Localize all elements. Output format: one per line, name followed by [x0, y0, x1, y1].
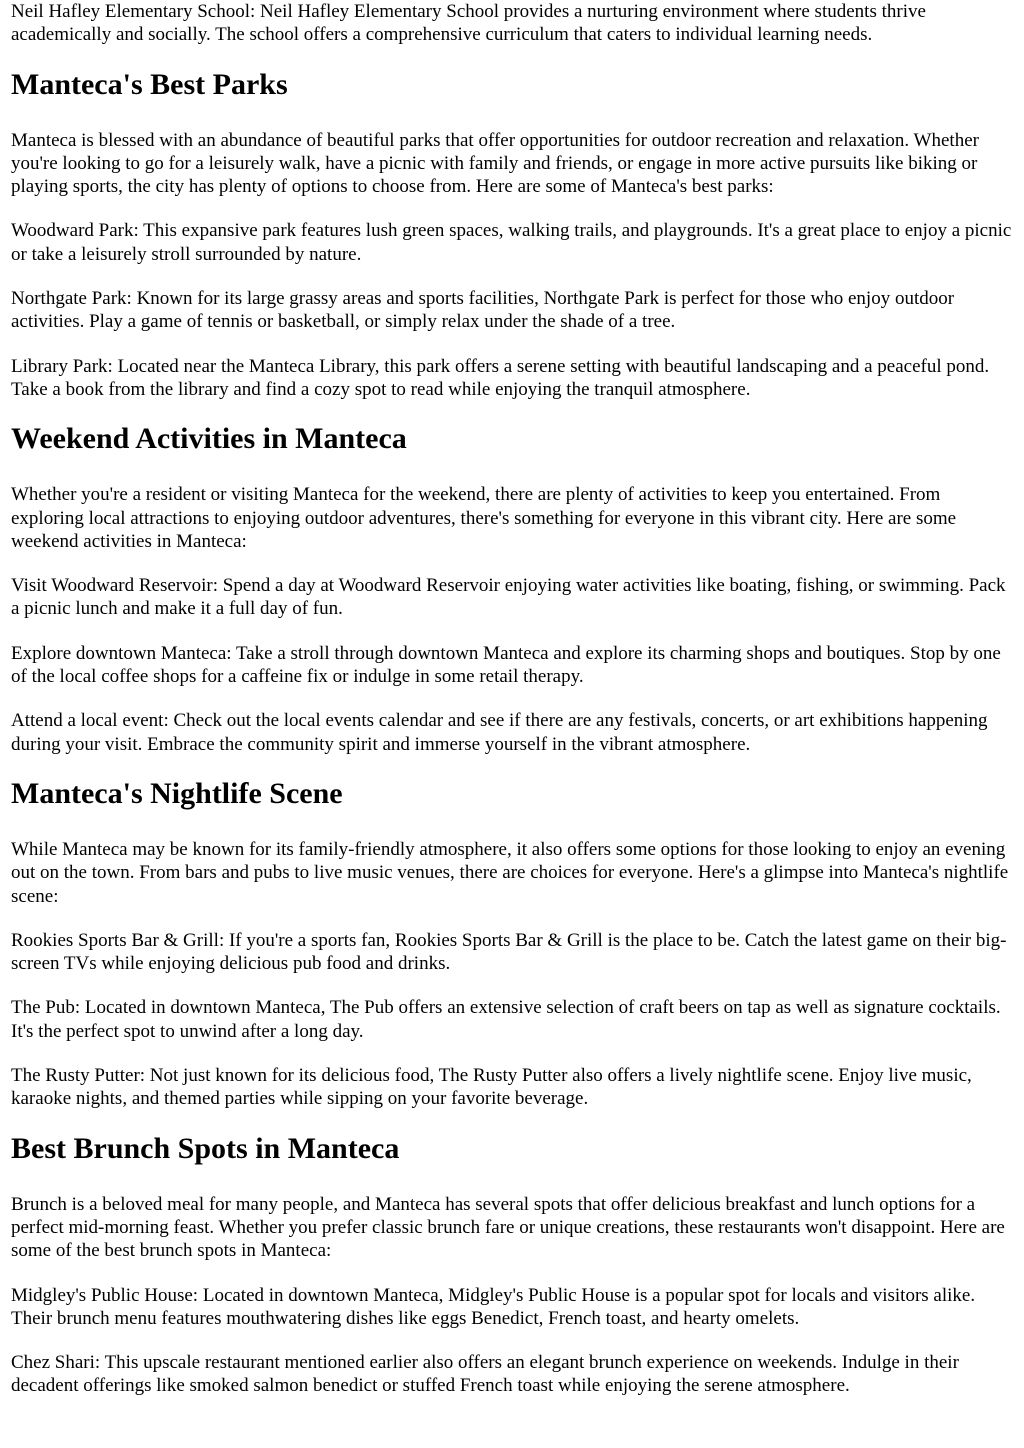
- brunch-item-paragraph: Midgley's Public House: Located in downtown Manteca, Midgley's Public House is a popular spot for locals and visitors alike. Their brunch menu features mouthwatering dishes like eggs Benedict, French toast, and hearty omelets.: [11, 1284, 976, 1329]
- venue-item-paragraph: The Rusty Putter: Not just known for its delicious food, The Rusty Putter also offers a lively nightlife scene. Enjoy live music, karaoke nights, and themed parties while sipping on your favorite beverage.: [11, 1065, 972, 1110]
- park-item-paragraph: Northgate Park: Known for its large grassy areas and sports facilities, Northgate Park is perfect for those who enjoy outdoor activities. Play a game of tennis or basketball, or simply relax under the shade of a tree.: [11, 288, 955, 333]
- section-nightlife: [11, 777, 1016, 1111]
- activity-item-paragraph: Visit Woodward Reservoir: Spend a day at Woodward Reservoir enjoying water activities like boating, fishing, or swimming. Pack a picnic lunch and make it a full day of fun.: [11, 575, 1006, 620]
- section-intro-paragraph: Manteca is blessed with an abundance of beautiful parks that offer opportunities for outdoor recreation and relaxation. Whether you're looking to go for a leisurely walk, have a picnic with family and friends, or engage in more active pursuits like biking or playing sports, the city has plenty of options to choose from. Here are some of Manteca's best parks:: [11, 129, 979, 198]
- park-item-paragraph: Library Park: Located near the Manteca Library, this park offers a serene setting with beautiful landscaping and a peaceful pond. Take a book from the library and find a cozy spot to read while enjoying the tranquil atmosphere.: [11, 355, 990, 400]
- brunch-item-paragraph: Chez Shari: This upscale restaurant mentioned earlier also offers an elegant brunch experience on weekends. Indulge in their decadent offerings like smoked salmon benedict or stuffed French toast while enjoying the serene atmosphere.: [11, 1352, 959, 1397]
- venue-item-paragraph: The Pub: Located in downtown Manteca, The Pub offers an extensive selection of craft beers on tap as well as signature cocktails. It's the perfect spot to unwind after a long day.: [11, 997, 1001, 1042]
- section-weekend-activities: [11, 422, 1016, 756]
- venue-item-paragraph: Rookies Sports Bar & Grill: If you're a sports fan, Rookies Sports Bar & Grill is the place to be. Catch the latest game on their big-screen TVs while enjoying delicious pub food and drinks.: [11, 929, 1007, 975]
- section-heading: Manteca's Best Parks: [11, 67, 288, 101]
- section-intro-paragraph: While Manteca may be known for its family-friendly atmosphere, it also offers some options for those looking to enjoy an evening out on the town. From bars and pubs to live music venues, there are choices for everyone. Here's a glimpse into Manteca's nightlife scene:: [11, 838, 1009, 907]
- section-parks: [11, 68, 1016, 402]
- park-item-paragraph: Woodward Park: This expansive park features lush green spaces, walking trails, and playgrounds. It's a great place to enjoy a picnic or take a leisurely stroll surrounded by nature.: [11, 220, 1012, 265]
- section-heading: Weekend Activities in Manteca: [11, 422, 407, 456]
- activity-item-paragraph: Explore downtown Manteca: Take a stroll through downtown Manteca and explore its charming shops and boutiques. Stop by one of the local coffee shops for a caffeine fix or indulge in some retail therapy.: [11, 642, 1001, 688]
- section-brunch: [11, 1132, 1016, 1398]
- activity-item-paragraph: Attend a local event: Check out the local events calendar and see if there are any festivals, concerts, or art exhibitions happening during your visit. Embrace the community spirit and immerse yourself in the vibrant atmosphere.: [11, 710, 988, 755]
- section-intro-paragraph: Whether you're a resident or visiting Manteca for the weekend, there are plenty of activities to keep you entertained. From exploring local attractions to enjoying outdoor adventures, there's something for everyone in this vibrant city. Here are some weekend activities in Manteca:: [11, 484, 957, 552]
- section-heading: Best Brunch Spots in Manteca: [11, 1131, 400, 1165]
- section-heading: Manteca's Nightlife Scene: [11, 776, 343, 810]
- section-intro-paragraph: Brunch is a beloved meal for many people, and Manteca has several spots that offer delicious breakfast and lunch options for a perfect mid-morning feast. Whether you prefer classic brunch fare or unique creations, these restaurants won't disappoint. Here are some of the best brunch spots in Manteca:: [11, 1193, 1005, 1262]
- school-paragraph: Neil Hafley Elementary School: Neil Hafley Elementary School provides a nurturing environment where students thrive academically and socially. The school offers a comprehensive curriculum that caters to individual learning needs.: [11, 1, 926, 46]
